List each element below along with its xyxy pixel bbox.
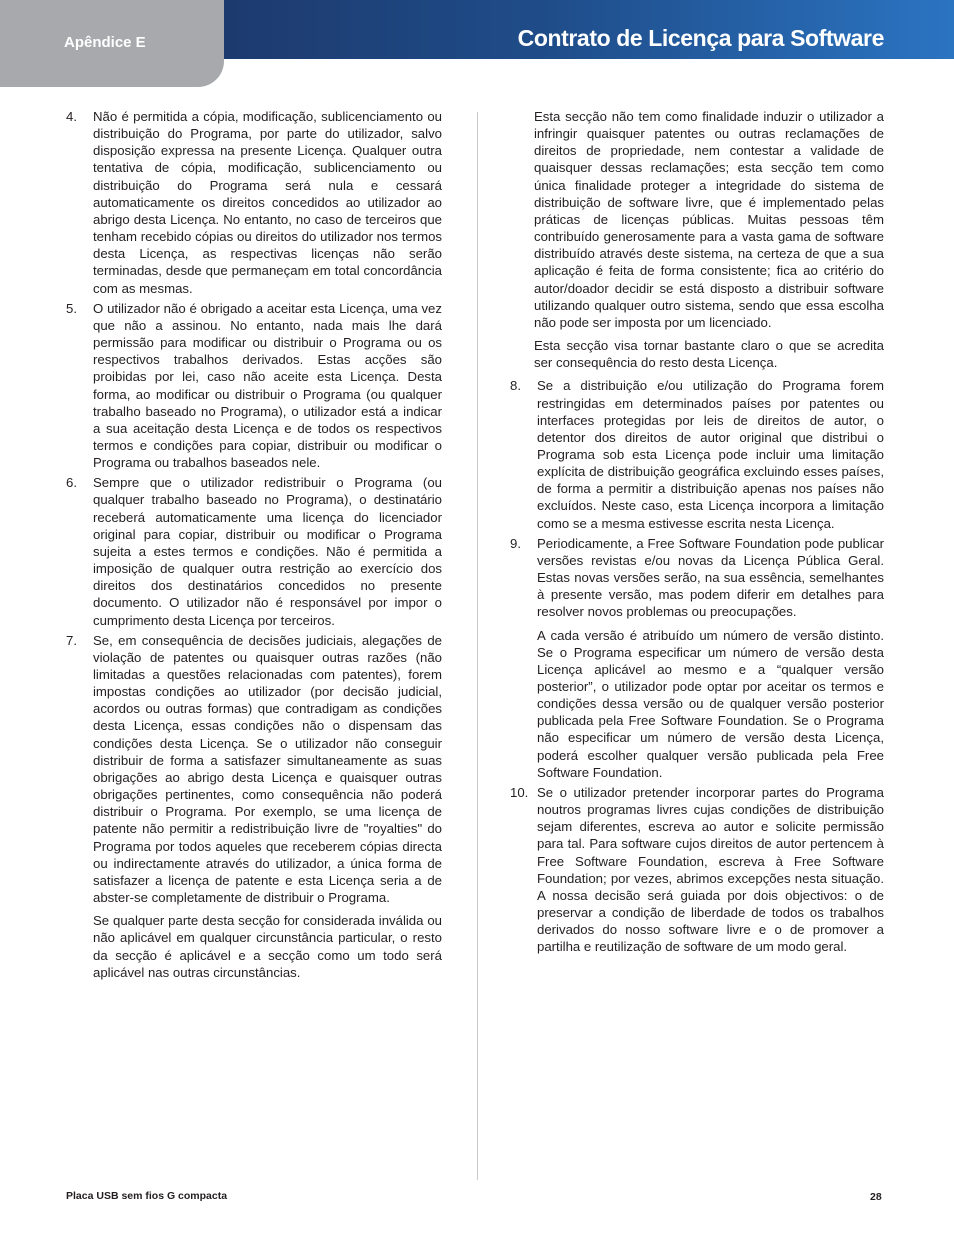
item-text: Periodicamente, a Free Software Foundation pode publicar versões revistas e/ou novas da Licença Pública Geral. Estas novas versões serão, na sua essência, semelhantes à presente versão, mas podem diferir em detalhes para resolver novos problemas ou preocupações. <box>537 535 884 620</box>
paragraph: Esta secção visa tornar bastante claro o que se acredita ser consequência do resto desta Licença. <box>534 338 884 371</box>
list-item-8 <box>510 377 884 531</box>
page-title: Contrato de Licença para Software <box>517 25 884 51</box>
list-item-7 <box>66 632 442 981</box>
item-number: 4. <box>66 109 77 124</box>
item-number: 10. <box>510 784 529 800</box>
item-number: 8. <box>510 378 521 394</box>
paragraph: Esta secção não tem como finalidade induzir o utilizador a infringir quaisquer patentes ou outras reclamações de direitos de propriedade, nem contestar a validade de quaisquer dessas reclamações; esta secção tem como única finalidade proteger a integridade do sistema de distribuição de software livre, que é implementado pelas práticas de licenças públicas. Muitas pessoas têm contribuído generosamente para a vasta gama de software distribuído através deste sistema, na certeza de que a sua aplicação é feita de forma consistente; fica ao critério do autor/doador decidir se está disposto a distribuir software utilizando qualquer outro sistema, sendo que essa escolha não pode ser imposta por um licenciado. <box>534 109 884 330</box>
item-text-continued: Se qualquer parte desta secção for considerada inválida ou não aplicável em qualquer circunstância particular, o resto da secção é aplicável e a secção como um todo será aplicável nas outras circunstâncias. <box>93 913 442 980</box>
page-number: 28 <box>870 1191 882 1203</box>
list-item-9 <box>510 535 884 781</box>
left-column <box>66 108 442 984</box>
list-item-6 <box>66 474 442 628</box>
column-divider <box>477 112 478 1180</box>
right-column <box>510 108 884 959</box>
item-text: O utilizador não é obrigado a aceitar esta Licença, uma vez que não a assinou. No entanto, nada mais lhe dará permissão para modificar ou distribuir o Programa ou os respectivos trabalhos derivados. Estas acções são proibidas por lei, caso não aceite esta Licença. Desta forma, ao modificar ou distribuir o Programa (ou qualquer trabalho baseado no Programa), o utilizador está a indicar a sua aceitação desta Licença e de todos os respectivos termos e condições para copiar, distribuir ou modificar o Programa ou trabalhos baseados nele. <box>93 300 442 471</box>
footer-product-name: Placa USB sem fios G compacta <box>66 1190 228 1202</box>
list-item-4 <box>66 108 442 297</box>
item-text: Não é permitida a cópia, modificação, sublicenciamento ou distribuição do Programa, por parte do utilizador, salvo disposição expressa na presente Licença. Qualquer outra tentativa de cópia, modificação, sublicenciamento ou distribuição do Programa será nula e cessará automaticamente os direitos concedidos ao utilizador ao abrigo desta Licença. No entanto, no caso de terceiros que tenham recebido cópias ou direitos do utilizador nos termos desta Licença, as respectivas licenças não serão terminadas, desde que permaneçam em total concordância com as mesmas. <box>93 109 442 296</box>
item-text: Sempre que o utilizador redistribuir o Programa (ou qualquer trabalho baseado no Programa), o destinatário receberá automaticamente uma licença do licenciador original para copiar, distribuir ou modificar o Programa sujeita a estes termos e condições. Não é permitida a imposição de qualquer outra restrição ao exercício dos direitos dos destinatários concedidos no presente documento. O utilizador não é responsável por impor o cumprimento desta Licença por terceiros. <box>93 475 442 628</box>
item-text: Se a distribuição e/ou utilização do Programa forem restringidas em determinados países por patentes ou interfaces protegidas por leis de direitos de autor, o detentor dos direitos de autor original que distribui o Programa sob esta Licença pode incluir uma limitação explícita de distribuição geográfica excluindo esses países, de forma a permitir a distribuição apenas nos países não excluídos. Neste caso, esta Licença incorpora a limitação como se a mesma estivesse escrita nesta Licença. <box>537 378 884 531</box>
header-section-tab <box>0 0 224 87</box>
item-number: 5. <box>66 300 77 316</box>
item-number: 9. <box>510 535 521 551</box>
header-title-bar <box>224 0 954 59</box>
item-text: Se o utilizador pretender incorporar partes do Programa noutros programas livres cujas condições de distribuição sejam diferentes, escreva ao autor e solicite permissão para tal. Para software cujos direitos de autor pertencem à Free Software Foundation, escreva à Free Software Foundation; por vezes, abrimos excepções nesta situação. A nossa decisão será guiada por dois objectivos: o de preservar a condição de liberdade de todos os trabalhos derivados do nosso software livre e o de promover a partilha e reutilização de software de um modo geral. <box>537 784 884 955</box>
item-number: 7. <box>66 632 77 648</box>
item-number: 6. <box>66 475 77 491</box>
item-text: Se, em consequência de decisões judiciais, alegações de violação de patentes ou quaisquer outras razões (não limitadas a questões relacionadas com patentes), forem impostas condições ao utilizador (por decisão judicial, acordos ou outras formas) que contradigam as condições desta Licença, essas condições não o dispensam das condições desta Licença. Se o utilizador não conseguir distribuir de forma a satisfazer simultaneamente as suas obrigações ao abrigo desta Licença e quaisquer outras obrigações pertinentes, como consequência não poderá distribuir o Programa. Por exemplo, se uma licença de patente não permitir a redistribuição livre de "royalties" do Programa por todos aqueles que receberem cópias directa ou indirectamente através do utilizador, a única forma de satisfazer a licença de patente e esta Licença seria a de abster-se completamente de distribuir o Programa. <box>93 632 442 906</box>
list-item-10 <box>510 784 884 956</box>
appendix-label: Apêndice E <box>64 34 146 51</box>
list-item-5 <box>66 300 442 472</box>
item-text-continued: A cada versão é atribuído um número de versão distinto. Se o Programa especificar um número de versão desta Licença aplicável ao mesmo e a “qualquer versão posterior”, o utilizador pode optar por aceitar os termos e condições dessa versão ou de qualquer versão posterior publicada pela Free Software Foundation. Se o Programa não especificar um número de versão desta Licença, poderá escolher qualquer versão publicada pela Free Software Foundation. <box>537 627 884 780</box>
